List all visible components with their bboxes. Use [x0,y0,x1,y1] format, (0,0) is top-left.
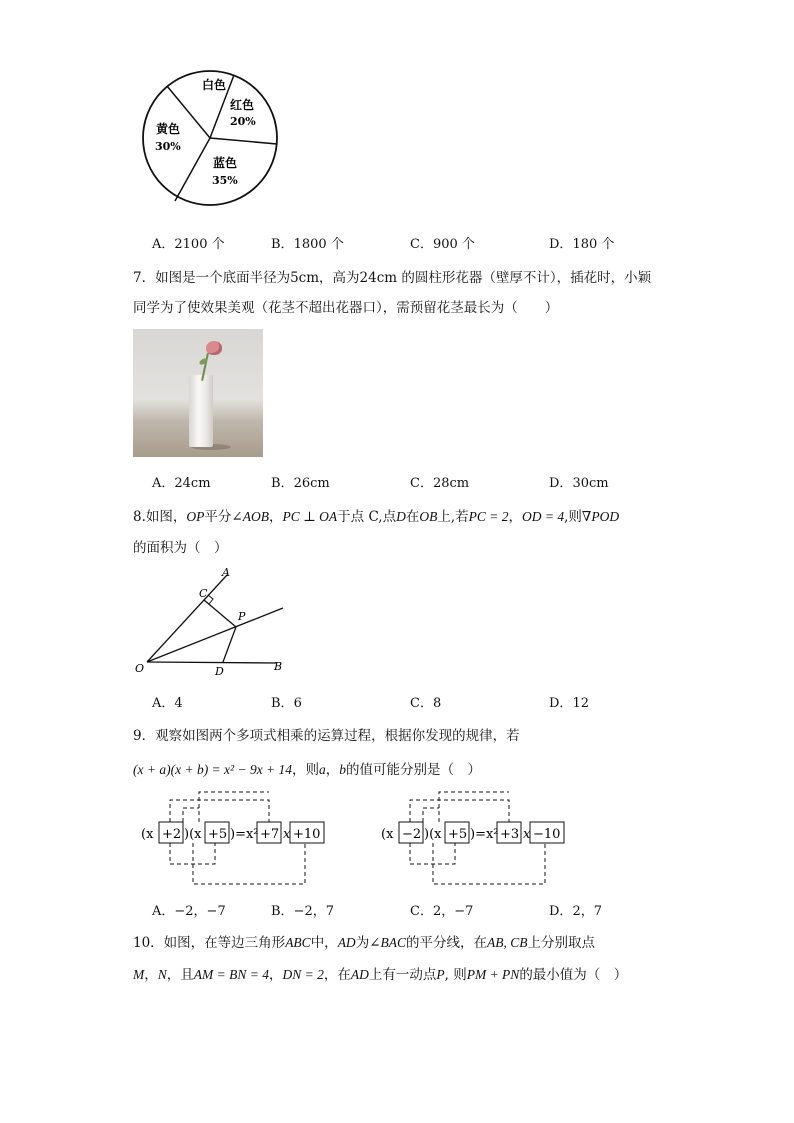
pie-chart-figure [130,62,290,222]
q9-option-b[interactable]: B．−2，7 [271,904,334,919]
pie-label-blue: 蓝色 [213,156,238,170]
pie-label-red: 红色 [230,98,255,112]
fig2-box1: −2 [402,827,422,842]
fig2-mid: )(x [424,827,442,842]
fig1-box3: +7 [260,827,280,842]
pie-percent-yellow: 30% [155,140,181,153]
q8-option-b[interactable]: B．6 [271,696,302,711]
q10-stem-line2: M，N，且AM = BN = 4，DN = 2，在AD上有一动点P, 则PM + PN的最小值为（ ） [133,967,628,983]
q9-formula: (x + a)(x + b) = x² − 9x + 14 [133,762,293,777]
point-label-a: A [222,566,230,579]
q7-option-c[interactable]: C．28cm [410,476,470,491]
fig1-x: x [283,827,291,842]
fig2-box3: +3 [500,827,520,842]
q8-option-d[interactable]: D．12 [549,696,589,711]
q8-option-c[interactable]: C．8 [410,696,442,711]
vase-photo [133,329,263,457]
point-label-d: D [215,665,224,678]
q9-option-a[interactable]: A．−2，−7 [152,904,226,919]
q6-option-a[interactable]: A．2100 个 [152,237,225,252]
fig2-box2: +5 [448,827,468,842]
q7-option-d[interactable]: D．30cm [549,476,609,491]
fig2-x: x [523,827,531,842]
pie-label-yellow: 黄色 [156,122,181,136]
fig2-box4: −10 [533,827,561,842]
q6-option-b[interactable]: B．1800 个 [271,237,344,252]
q9-option-c[interactable]: C．2，−7 [410,904,474,919]
fig1-open: (x [141,827,154,842]
q9-stem-line1: 9．观察如图两个多项式相乘的运算过程，根据你发现的规律，若 [133,728,520,744]
q8-option-a[interactable]: A．4 [152,696,183,711]
fig1-eq: )=x² [230,827,259,842]
rose-image [206,341,222,355]
fig1-mid: )(x [184,827,202,842]
vase-image [189,375,213,447]
fig1-box2: +5 [208,827,228,842]
point-label-p: P [238,610,246,623]
q9-stem-line2: (x + a)(x + b) = x² − 9x + 14，则a，b的值可能分别是（ ） [133,762,482,778]
fig1-box4: +10 [293,827,321,842]
fig2-open: (x [381,827,394,842]
q8-stem-line1: 8.如图，OP平分∠AOB，PC ⊥ OA于点 C,点D在OB上,若PC = 2，OD = 4,则∇POD [133,509,620,525]
point-label-o: O [135,662,145,675]
multiplication-diagram-1 [135,788,335,892]
q7-stem-line1: 7．如图是一个底面半径为5cm，高为24cm 的圆柱形花器（壁厚不计），插花时，小颖 [133,270,652,286]
q9-option-d[interactable]: D．2，7 [549,904,602,919]
multiplication-diagram-2 [375,788,575,892]
q7-option-a[interactable]: A．24cm [152,476,211,491]
q8-stem-line2: 的面积为（ ） [133,540,228,556]
q6-option-d[interactable]: D．180 个 [549,237,615,252]
pie-percent-red: 20% [230,115,256,128]
fig1-box1: +2 [162,827,182,842]
q10-stem-line1: 10．如图，在等边三角形ABC中，AD为∠BAC的平分线，在AB, CB上分别取点 [133,935,595,951]
point-label-b: B [274,660,283,673]
angle-bisector-figure [130,562,290,682]
q7-stem-line2: 同学为了使效果美观（花茎不超出花器口），需预留花茎最长为（ ） [133,300,559,316]
fig2-eq: )=x² [470,827,499,842]
pie-percent-blue: 35% [212,174,238,187]
q6-option-c[interactable]: C．900 个 [410,237,475,252]
q7-option-b[interactable]: B．26cm [271,476,330,491]
point-label-c: C [199,587,208,600]
pie-label-white: 白色 [202,78,227,92]
